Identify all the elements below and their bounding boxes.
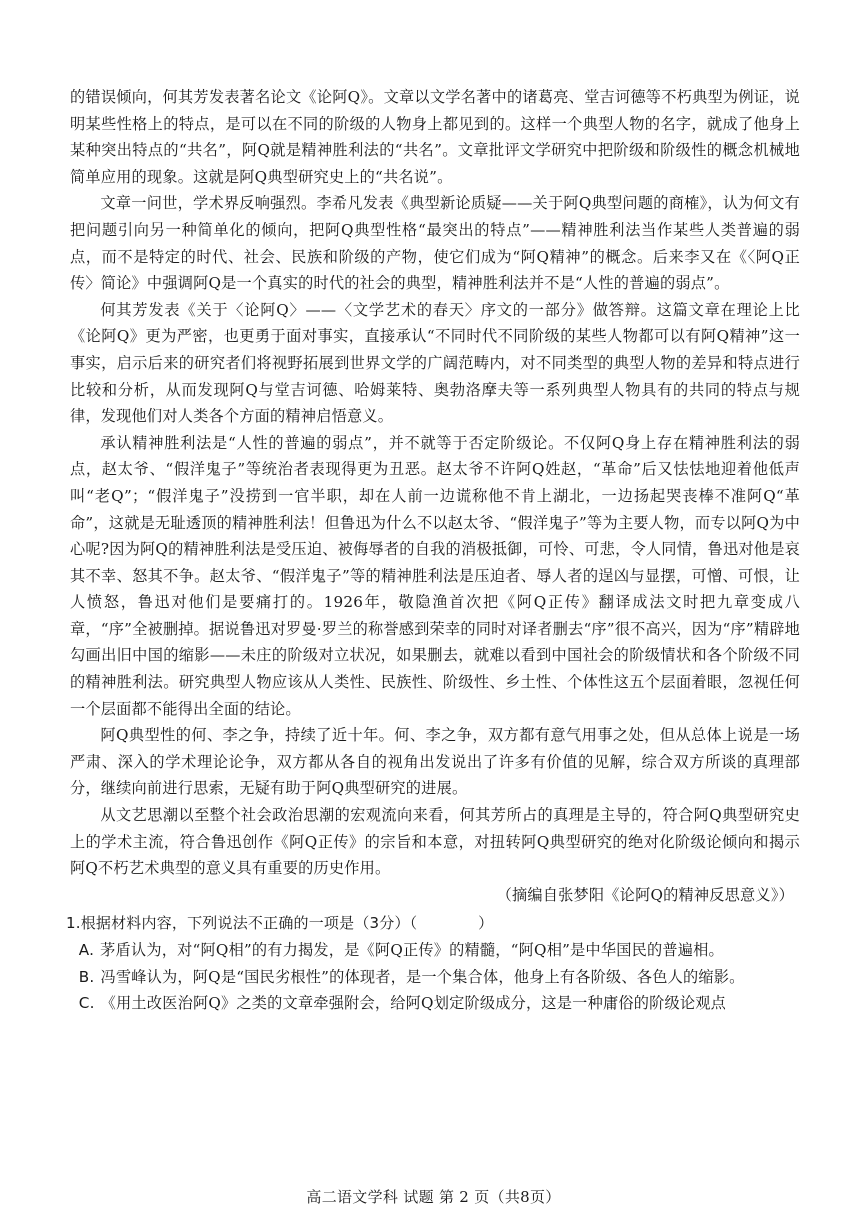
option-c-label: C.: [78, 994, 95, 1013]
article-body: [66, 84, 800, 1017]
option-a: [56, 937, 800, 964]
page-footer: 高二语文学科 试题 第 2 页（共8页）: [306, 1188, 561, 1206]
option-c-text: 《用土改医治阿Q》之类的文章牵强附会，给阿Q划定阶级成分，这是一种庸俗的阶级论观点: [100, 994, 727, 1013]
article-source: （摘编自张梦阳《论阿Q的精神反思意义》）: [496, 885, 794, 904]
question-1-options: [56, 937, 800, 1017]
option-a-text: 茅盾认为，对“阿Q相”的有力揭发，是《阿Q正传》的精髓，“阿Q相”是中华国民的普遍相。: [100, 941, 724, 959]
paragraph-3: 何其芳发表《关于〈论阿Q〉——〈文学艺术的春天〉序文的一部分》做答辩。这篇文章在理论上比《论阿Q》更为严密，也更勇于面对事实，直接承认“不同时代不同阶级的某些人物都可以有阿Q精神”这一事实，启示后来的研究者们将视野拓展到世界文学的广阔范畴内，对不同类型的典型人物的差异和特点进行比较和分析，从而发现阿Q与堂吉诃德、哈姆莱特、奥勃洛摩夫等一系列典型人物具有的共同的特点与规律，发现他们对人类各个方面的精神启悟意义。: [70, 300, 800, 426]
paragraph-1: 的错误倾向，何其芳发表著名论文《论阿Q》。文章以文学名著中的诸葛亮、堂吉诃德等不朽典型为例证，说明某些性格上的特点，是可以在不同的阶级的人物身上都见到的。这样一个典型人物的名字，就成了他身上某种突出特点的“共名”，阿Q就是精神胜利法的“共名”。文章批评文学研究中把阶级和阶级性的概念机械地简单应用的现象。这就是阿Q典型研究史上的“共名说”。: [70, 88, 800, 186]
paragraph-4: 承认精神胜利法是“人性的普遍的弱点”，并不就等于否定阶级论。不仅阿Q身上存在精神胜利法的弱点，赵太爷、“假洋鬼子”等统治者表现得更为丑恶。赵太爷不许阿Q姓赵，“革命”后又怯怯地迎着他低声叫“老Q”；“假洋鬼子”没捞到一官半职，却在人前一边谎称他不肯上湖北，一边扬起哭丧棒不准阿Q“革命”，这就是无耻透顶的精神胜利法！但鲁迅为什么不以赵太爷、“假洋鬼子”等为主要人物，而专以阿Q为中心呢?因为阿Q的精神胜利法是受压迫、被侮辱者的自我的消极抵御，可怜、可悲，令人同情，鲁迅对他是哀其不幸、怒其不争。赵太爷、“假洋鬼子”等的精神胜利法是压迫者、辱人者的逞凶与显摆，可憎、可恨，让人愤怒，鲁迅对他们是要痛打的。1926年，敬隐渔首次把《阿Q正传》翻译成法文时把九章变成八章，“序”全被删掉。据说鲁迅对罗曼·罗兰的称誉感到荣幸的同时对译者删去“序”很不高兴，因为“序”精辟地勾画出旧中国的缩影——未庄的阶级对立状况，如果删去，就难以看到中国社会的阶级情状和各个阶级不同的精神胜利法。研究典型人物应该从人类性、民族性、阶级性、乡土性、个体性这五个层面着眼，忽视任何一个层面都不能得出全面的结论。: [70, 433, 800, 718]
paragraph-5: 阿Q典型性的何、李之争，持续了近十年。何、李之争，双方都有意气用事之处，但从总体上说是一场严肃、深入的学术理论论争，双方都从各自的视角出发说出了许多有价值的见解，综合双方所谈的真理部分，继续向前进行思索，无疑有助于阿Q典型研究的进展。: [70, 726, 800, 798]
option-a-label: A.: [78, 941, 95, 959]
option-c: [56, 990, 800, 1017]
option-b: [56, 964, 800, 991]
paragraph-2: 文章一问世，学术界反响强烈。李希凡发表《典型新论质疑——关于阿Q典型问题的商榷》，认为何文有把问题引向另一种简单化的倾向，把阿Q典型性格“最突出的特点”——精神胜利法当作某些人类普遍的弱点，而不是特定的时代、社会、民族和阶级的产物，使它们成为“阿Q精神”的概念。后来李又在《〈阿Q正传〉简论》中强调阿Q是一个真实的时代的社会的典型，精神胜利法并不是“人性的普遍的弱点”。: [70, 194, 800, 293]
option-b-label: B.: [78, 967, 95, 986]
option-b-text: 冯雪峰认为，阿Q是“国民劣根性”的体现者，是一个集合体，他身上有各阶级、各色人的缩影。: [100, 967, 745, 986]
paragraph-6: 从文艺思潮以至整个社会政治思潮的宏观流向来看，何其芳所占的真理是主导的，符合阿Q典型研究史上的学术主流，符合鲁迅创作《阿Q正传》的宗旨和本意，对扭转阿Q典型研究的绝对化阶级论倾向和揭示阿Q不朽艺术典型的意义具有重要的历史作用。: [70, 806, 800, 878]
question-1-stem: 1.根据材料内容，下列说法不正确的一项是（3分）（ ）: [66, 914, 494, 933]
